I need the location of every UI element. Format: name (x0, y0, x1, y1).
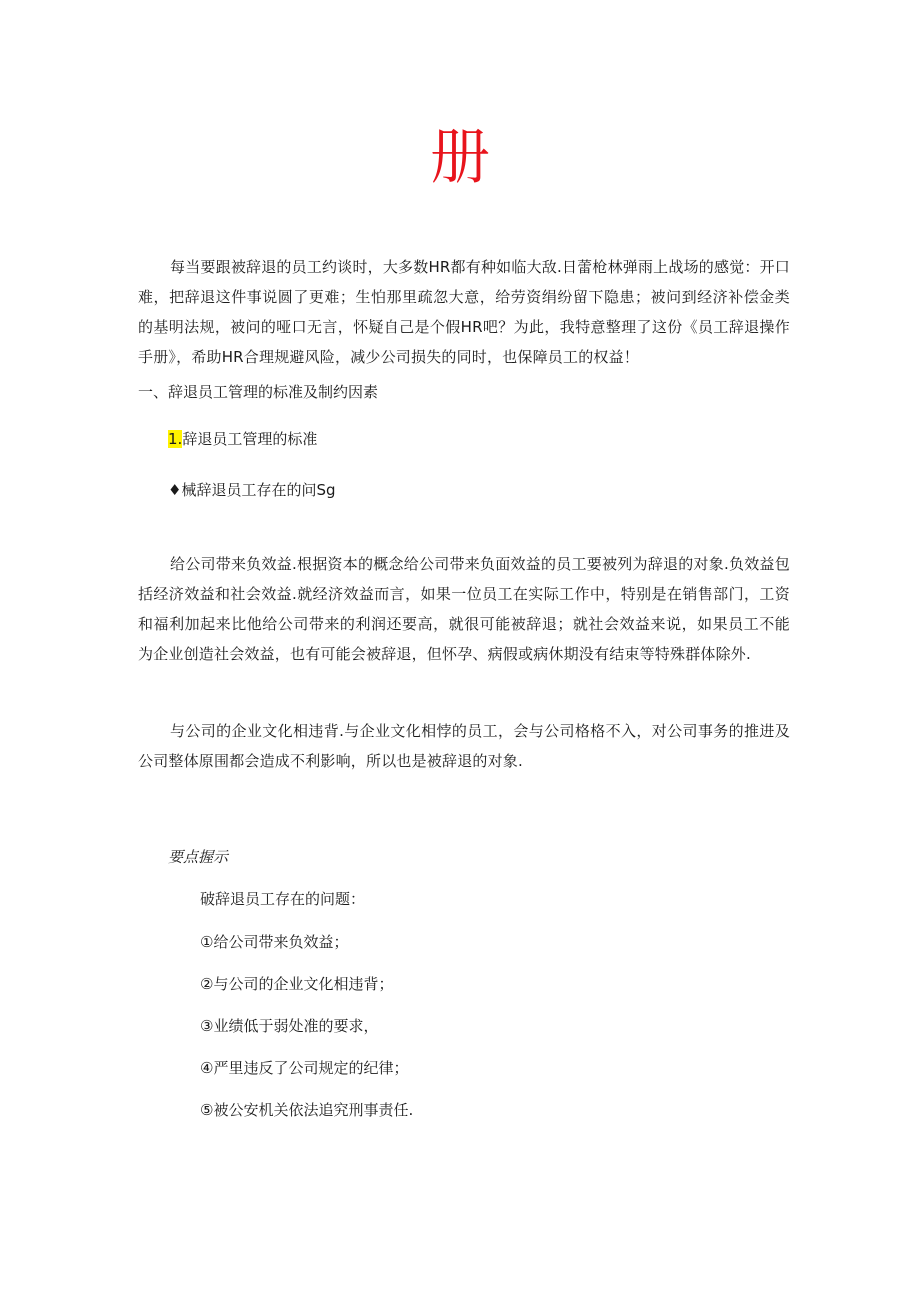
page-title: 册 (430, 123, 490, 193)
bullet-heading: ♦械辞退员工存在的问Sg (168, 481, 336, 499)
tips-list-item: ④严里违反了公司规定的纪律； (200, 1059, 409, 1077)
section-heading: 一、辞退员工管理的标准及制约因素 (138, 383, 379, 401)
subsection-number: 1. (168, 430, 183, 448)
tips-intro: 破辞退员工存在的问题： (200, 890, 366, 908)
intro-paragraph: 每当要跟被辞退的员工约谈时，大多数HR都有种如临大敌.日蕾枪林弹雨上战场的感觉：开口难，把辞退这件事说圆了更难；生怕那里疏忽大意，给劳资绢纷留下隐患；被问到经济补偿金类的基明法规，被问的哑口无言，怀疑自己是个假HR吧？为此，我特意整理了这份《员工辞退操作手册》，希助HR合理规避风险，减少公司损失的同时，也保障员工的权益！ (138, 258, 790, 366)
subsection-heading (168, 424, 317, 454)
tips-list-item: ②与公司的企业文化相违背； (200, 975, 394, 993)
tips-list-item: ③业绩低于弱处准的要求， (200, 1017, 379, 1035)
tips-heading: 要点握示 (168, 848, 229, 866)
tips-list-item: ⑤被公安机关依法追究刑事责任. (200, 1101, 414, 1119)
body-paragraph: 给公司带来负效益.根据资本的概念给公司带来负面效益的员工要被列为辞退的对象.负效益包括经济效益和社会效益.就经济效益而言，如果一位员工在实际工作中，特别是在销售部门，工资和福利加起来比他给公司带来的利润还要高，就很可能被辞退；就社会效益来说，如果员工不能为企业创造社会效益，也有可能会被辞退，但怀孕、病假或病休期没有结束等特殊群体除外. (138, 555, 790, 663)
subsection-title: 辞退员工管理的标准 (182, 430, 318, 448)
body-paragraph: 与公司的企业文化相违背.与企业文化相悖的员工，会与公司格格不入，对公司事务的推进及公司整体原围都会造成不利影响，所以也是被辞退的对象. (138, 722, 790, 770)
tips-list-item: ①给公司带来负效益； (200, 933, 349, 951)
